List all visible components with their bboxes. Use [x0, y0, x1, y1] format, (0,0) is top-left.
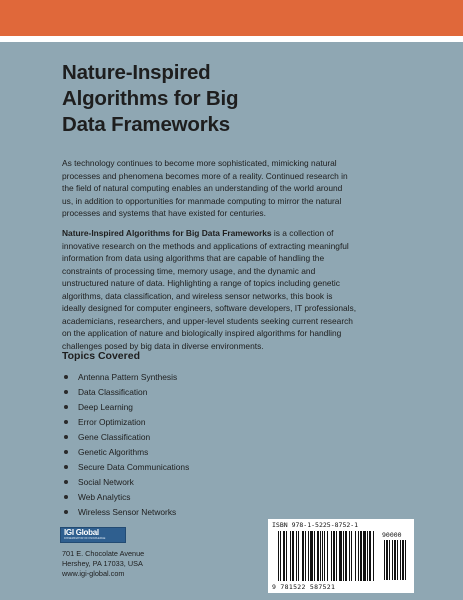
intro-line: us, in addition to opportunities for manmade computing to mirror the natural: [62, 195, 342, 206]
isbn-text: ISBN 978-1-5225-8752-1: [272, 521, 359, 529]
topic-item: [64, 475, 189, 490]
topic-label: Error Optimization: [78, 417, 146, 427]
bullet-icon: [64, 420, 68, 424]
description-line: unstructured nature of data. Highlighting a range of topics including genetic: [62, 278, 340, 288]
barcode-number: 9 781522 587521: [272, 583, 336, 591]
topic-item: [64, 385, 189, 400]
publisher-logo-tagline: DISSEMINATOR OF KNOWLEDGE: [64, 537, 106, 540]
bullet-icon: [64, 435, 68, 439]
publisher-logo: [60, 527, 126, 543]
bullet-icon: [64, 480, 68, 484]
bullet-icon: [64, 450, 68, 454]
topic-label: Social Network: [78, 477, 134, 487]
description-line: academicians, researchers, and upper-level students seeking current research: [62, 315, 353, 326]
description-first-line-rest: is a collection of: [271, 228, 334, 238]
intro-line: As technology continues to become more sophisticated, mimicking natural: [62, 158, 337, 168]
topic-label: Data Classification: [78, 387, 148, 397]
topic-label: Secure Data Communications: [78, 462, 190, 472]
description-line: ideally designed for computer engineers, software developers, IT professionals,: [62, 303, 357, 313]
topic-item: [64, 445, 189, 460]
bullet-icon: [64, 465, 68, 469]
topic-label: Wireless Sensor Networks: [78, 507, 177, 517]
isbn-barcode: [268, 519, 414, 593]
topic-label: Gene Classification: [78, 432, 151, 442]
description-line: constraints of processing time, memory usage, and the dynamic and: [62, 265, 316, 276]
barcode-addon-bars: [384, 540, 410, 580]
publisher-logo-name: IGI Global: [64, 528, 99, 537]
title-line: Nature-Inspired: [62, 61, 211, 84]
topic-item: [64, 505, 189, 520]
description-line: algorithms, data classification, and wireless sensor networks, this book is: [62, 290, 333, 301]
intro-paragraph: [62, 157, 414, 220]
topic-item: [64, 430, 189, 445]
topic-item: [64, 490, 189, 505]
publisher-address: [62, 549, 144, 579]
topic-item: [64, 415, 189, 430]
topic-item: [64, 460, 189, 475]
bullet-icon: [64, 375, 68, 379]
bullet-icon: [64, 495, 68, 499]
bullet-icon: [64, 405, 68, 409]
barcode-bars: [278, 531, 378, 581]
book-title: [62, 60, 362, 138]
intro-line: processes and phenomena becomes more of a reality. Continued research in: [62, 170, 348, 181]
title-line: Algorithms for Big: [62, 87, 239, 110]
description-line: information from data using algorithms that are capable of handling the: [62, 253, 325, 263]
description-book-title: Nature-Inspired Algorithms for Big Data Frameworks: [62, 228, 272, 238]
title-line: Data Frameworks: [62, 113, 230, 136]
bullet-icon: [64, 510, 68, 514]
topics-list: [64, 370, 189, 520]
description-first-line: [62, 227, 414, 240]
topic-label: Antenna Pattern Synthesis: [78, 372, 178, 382]
address-city: Hershey, PA 17033, USA: [62, 559, 143, 568]
topic-label: Genetic Algorithms: [78, 447, 149, 457]
bullet-icon: [64, 390, 68, 394]
barcode-addon-number: 90000: [382, 531, 402, 539]
address-website: www.igi-global.com: [62, 569, 125, 578]
intro-line: the field of natural computing enables an understanding of the world around: [62, 183, 343, 193]
topics-heading: Topics Covered: [62, 350, 140, 362]
address-street: 701 E. Chocolate Avenue: [62, 549, 145, 558]
topic-label: Web Analytics: [78, 492, 131, 502]
topic-item: [64, 400, 189, 415]
topic-label: Deep Learning: [78, 402, 133, 412]
topic-item: [64, 370, 189, 385]
description-paragraph: [62, 227, 414, 352]
description-line: on the application of nature and biologically inspired algorithms for handling: [62, 328, 342, 338]
top-orange-band: [0, 0, 463, 36]
description-line: innovative research on the methods and applications of extracting meaningful: [62, 240, 349, 251]
intro-line: processes and systems that have existed for centuries.: [62, 208, 266, 218]
description-line: challenges posed by big data in diverse environments.: [62, 340, 264, 351]
